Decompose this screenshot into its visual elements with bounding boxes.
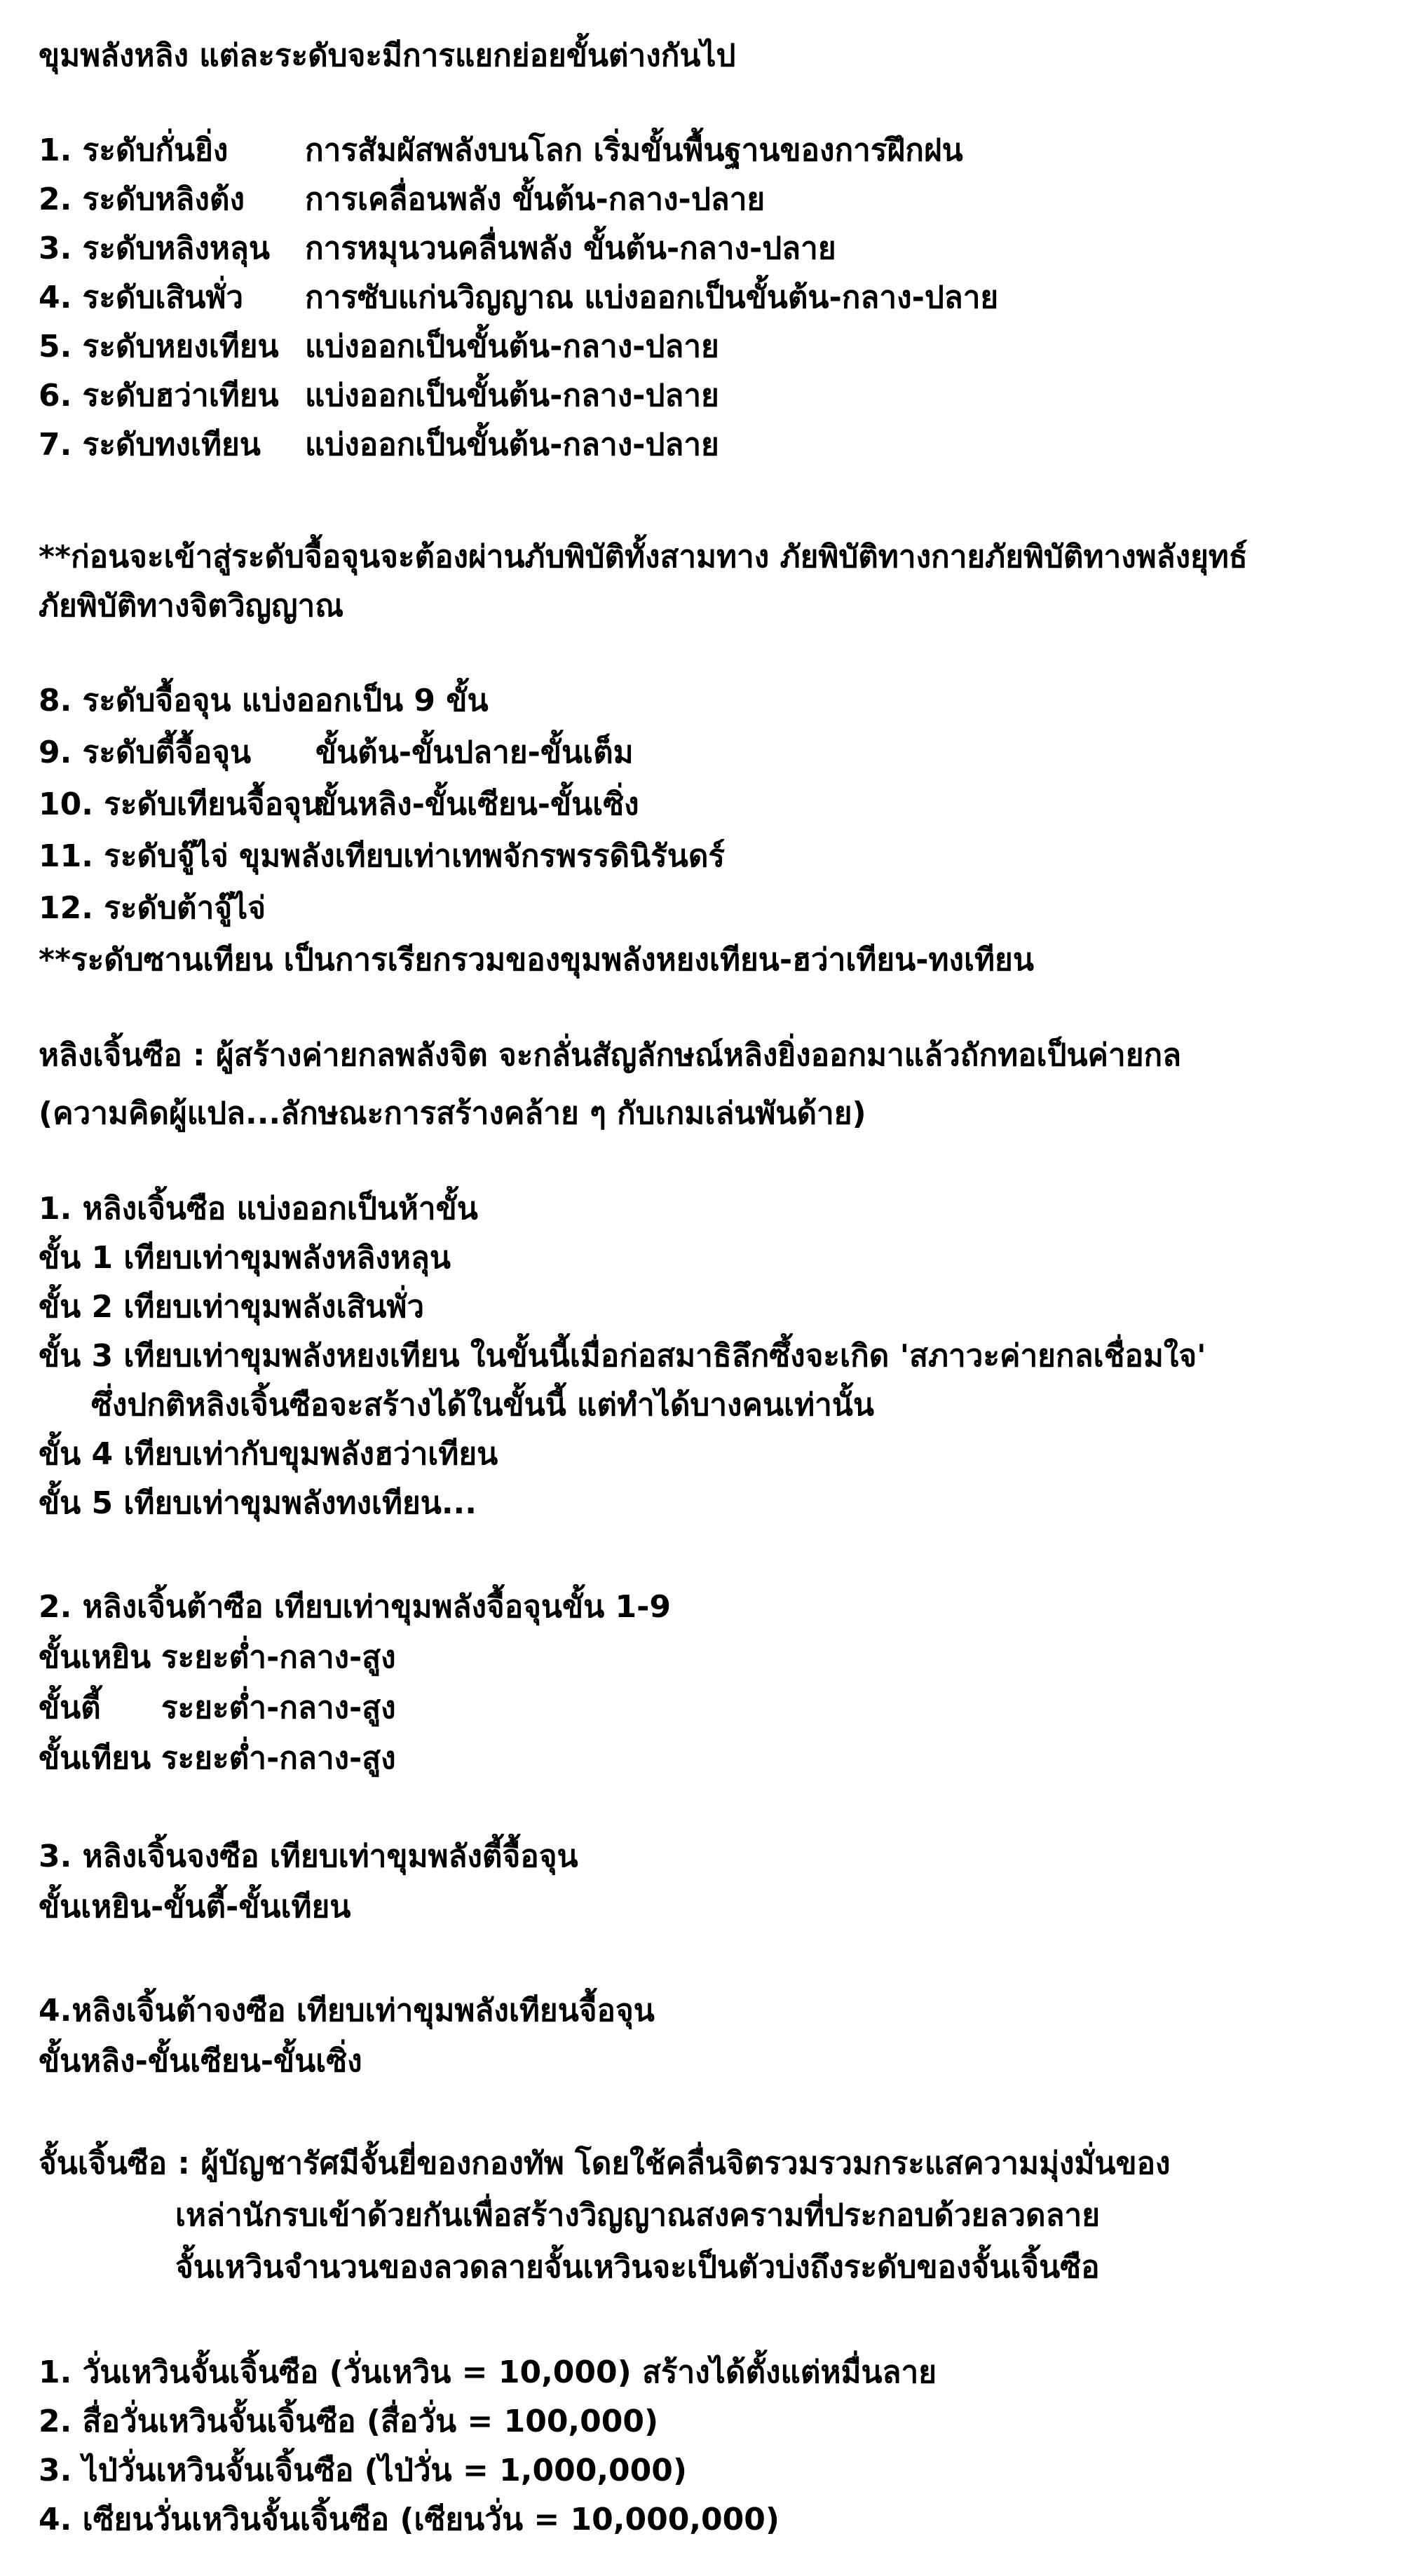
list-item: 1. วั่นเหวินจั้นเจิ้นซือ (วั่นเหวิน = 10,000) สร้างได้ตั้งแต่หมื่นลาย (39, 2354, 937, 2390)
zhan-zhen-shi-ranks (39, 2348, 1381, 2544)
level-label: 2. ระดับหลิงต้ง (39, 182, 245, 217)
level-label: 4. ระดับเสินพั่ว (39, 280, 244, 315)
list-item: 4. เซียนวั่นเหวินจั้นเจิ้นซือ (เซียนวั่น = 10,000,000) (39, 2502, 780, 2537)
ling-intro-line-1: หลิงเจิ้นซือ : ผู้สร้างค่ายกลพลังจิต จะกลั่นสัญลักษณ์หลิงยิ่งออกมาแล้วถักทอเป็นค่ายกล (39, 1037, 1182, 1073)
rank2-row (39, 1633, 1381, 1683)
level-label: 1. ระดับกั่นยิ่ง (39, 132, 229, 168)
rank4-steps: ขั้นหลิง-ขั้นเซียน-ขั้นเซิ่ง (39, 2043, 362, 2079)
rank3-steps: ขั้นเหยิน-ขั้นตี้-ขั้นเทียน (39, 1889, 351, 1925)
list-item: 3. ไป่วั่นเหวินจั้นเจิ้นซือ (ไป่วั่น = 1,000,000) (39, 2453, 687, 2488)
supreme-levels-list (39, 675, 1381, 986)
level-desc: ขั้นต้น-ขั้นปลาย-ขั้นเต็ม (315, 735, 634, 770)
ling-zhen-shi-rank2 (39, 1582, 1381, 1784)
level-desc: แบ่งออกเป็นขั้นต้น-กลาง-ปลาย (305, 329, 719, 364)
power-levels-list (39, 126, 1381, 470)
ling-zhen-shi-intro (39, 1026, 1381, 1143)
level-desc: การซับแก่นวิญญาณ แบ่งออกเป็นขั้นต้น-กลาง-ปลาย (305, 280, 999, 315)
list-item (39, 224, 1381, 273)
list-item (39, 273, 1381, 322)
ling-zhen-shi-rank3 (39, 1832, 1381, 1933)
tribulation-line-1: **ก่อนจะเข้าสู่ระดับจื้อจุนจะต้องผ่านภับพิบัติทั้งสามทาง ภัยพิบัติทางกายภัยพิบัติทางพลังยุทธ์ (39, 539, 1248, 575)
step-desc: ระยะต่ำ-กลาง-สูง (161, 1690, 396, 1726)
rank1-step-continuation: ซึ่งปกติหลิงเจิ้นซือจะสร้างได้ในขั้นนี้ แต่ทำได้บางคนเท่านั้น (91, 1387, 874, 1423)
zhan-zhen-shi-intro (39, 2138, 1381, 2294)
level-label: 7. ระดับทงเทียน (39, 427, 261, 463)
zhan-intro-line-3: จั้นเหวินจำนวนของลวดลายจั้นเหวินจะเป็นตัวบ่งถึงระดับของจั้นเจิ้นซือ (175, 2249, 1100, 2285)
zhan-intro-line-2: เหล่านักรบเข้าด้วยกันเพื่อสร้างวิญญาณสงครามที่ประกอบด้วยลวดลาย (175, 2197, 1101, 2233)
level-label: 3. ระดับหลิงหลุน (39, 231, 270, 266)
step-label: ขั้นเหยิน (39, 1640, 151, 1675)
list-item (39, 421, 1381, 470)
tribulation-note (39, 533, 1381, 631)
list-item (39, 727, 1381, 779)
rank1-step: ขั้น 3 เทียบเท่าขุมพลังหยงเทียน ในขั้นนี้เมื่อก่อสมาธิลึกซึ้งจะเกิด 'สภาวะค่ายกลเชื่อมใจ' (39, 1338, 1206, 1374)
level-label: 9. ระดับตี้จื้อจุน (39, 735, 252, 770)
rank1-step: ขั้น 4 เทียบเท่ากับขุมพลังฮว่าเทียน (39, 1436, 498, 1472)
santian-note: **ระดับซานเทียน เป็นการเรียกรวมของขุมพลังหยงเทียน-ฮว่าเทียน-ทงเทียน (39, 942, 1034, 978)
list-item: 8. ระดับจื้อจุน แบ่งออกเป็น 9 ขั้น (39, 683, 489, 718)
step-label: ขั้นตี้ (39, 1690, 101, 1726)
level-desc: การหมุนวนคลื่นพลัง ขั้นต้น-กลาง-ปลาย (305, 231, 836, 266)
rank3-title: 3. หลิงเจิ้นจงซือ เทียบเท่าขุมพลังตี้จื้อจุน (39, 1839, 578, 1874)
translator-note: (ความคิดผู้แปล...ลักษณะการสร้างคล้าย ๆ กับเกมเล่นพันด้าย) (39, 1096, 866, 1131)
rank2-row (39, 1733, 1381, 1784)
step-desc: ระยะต่ำ-กลาง-สูง (161, 1740, 396, 1776)
list-item: 2. สื่อวั่นเหวินจั้นเจิ้นซือ (สื่อวั่น = 100,000) (39, 2404, 659, 2439)
level-desc: การสัมผัสพลังบนโลก เริ่มขั้นพื้นฐานของการฝึกฝน (305, 132, 963, 168)
tribulation-line-2: ภัยพิบัติทางจิตวิญญาณ (39, 588, 344, 624)
level-desc: ขั้นหลิง-ขั้นเซียน-ขั้นเซิ่ง (315, 786, 639, 822)
level-label: 10. ระดับเทียนจื้อจุน (39, 786, 323, 822)
rank2-title: 2. หลิงเจิ้นต้าซือ เทียบเท่าขุมพลังจื้อจุนขั้น 1-9 (39, 1589, 671, 1625)
list-item (39, 779, 1381, 831)
step-desc: ระยะต่ำ-กลาง-สูง (161, 1640, 396, 1675)
step-label: ขั้นเทียน (39, 1740, 151, 1776)
rank1-title: 1. หลิงเจิ้นซือ แบ่งออกเป็นห้าขั้น (39, 1191, 478, 1227)
ling-zhen-shi-rank1 (39, 1185, 1381, 1528)
rank4-title: 4.หลิงเจิ้นต้าจงซือ เทียบเท่าขุมพลังเทียนจื้อจุน (39, 1993, 655, 2029)
ling-zhen-shi-rank4 (39, 1986, 1381, 2087)
list-item (39, 372, 1381, 421)
list-item (39, 126, 1381, 175)
rank1-step: ขั้น 1 เทียบเท่าขุมพลังหลิงหลุน (39, 1240, 451, 1276)
list-item (39, 175, 1381, 224)
level-label: 5. ระดับหยงเทียน (39, 329, 279, 364)
intro-line: ขุมพลังหลิง แต่ละระดับจะมีการแยกย่อยขั้นต่างกันไป (39, 38, 736, 74)
level-desc: แบ่งออกเป็นขั้นต้น-กลาง-ปลาย (305, 427, 719, 463)
list-item: 11. ระดับจู๊ไจ่ ขุมพลังเทียบเท่าเทพจักรพรรดินิรันดร์ (39, 838, 726, 874)
rank2-row (39, 1683, 1381, 1733)
level-label: 6. ระดับฮว่าเทียน (39, 378, 279, 414)
list-item (39, 322, 1381, 372)
level-desc: แบ่งออกเป็นขั้นต้น-กลาง-ปลาย (305, 378, 719, 414)
level-desc: การเคลื่อนพลัง ขั้นต้น-กลาง-ปลาย (305, 182, 765, 217)
rank1-step: ขั้น 5 เทียบเท่าขุมพลังทงเทียน... (39, 1485, 477, 1521)
list-item: 12. ระดับต้าจู๊ไจ่ (39, 890, 266, 926)
zhan-intro-line-1: จั้นเจิ้นซือ : ผู้บัญชารัศมีจั้นยี่ของกองทัพ โดยใช้คลื่นจิตรวมรวมกระแสความมุ่งมั่นของ (39, 2146, 1171, 2181)
rank1-step: ขั้น 2 เทียบเท่าขุมพลังเสินพั่ว (39, 1289, 425, 1325)
